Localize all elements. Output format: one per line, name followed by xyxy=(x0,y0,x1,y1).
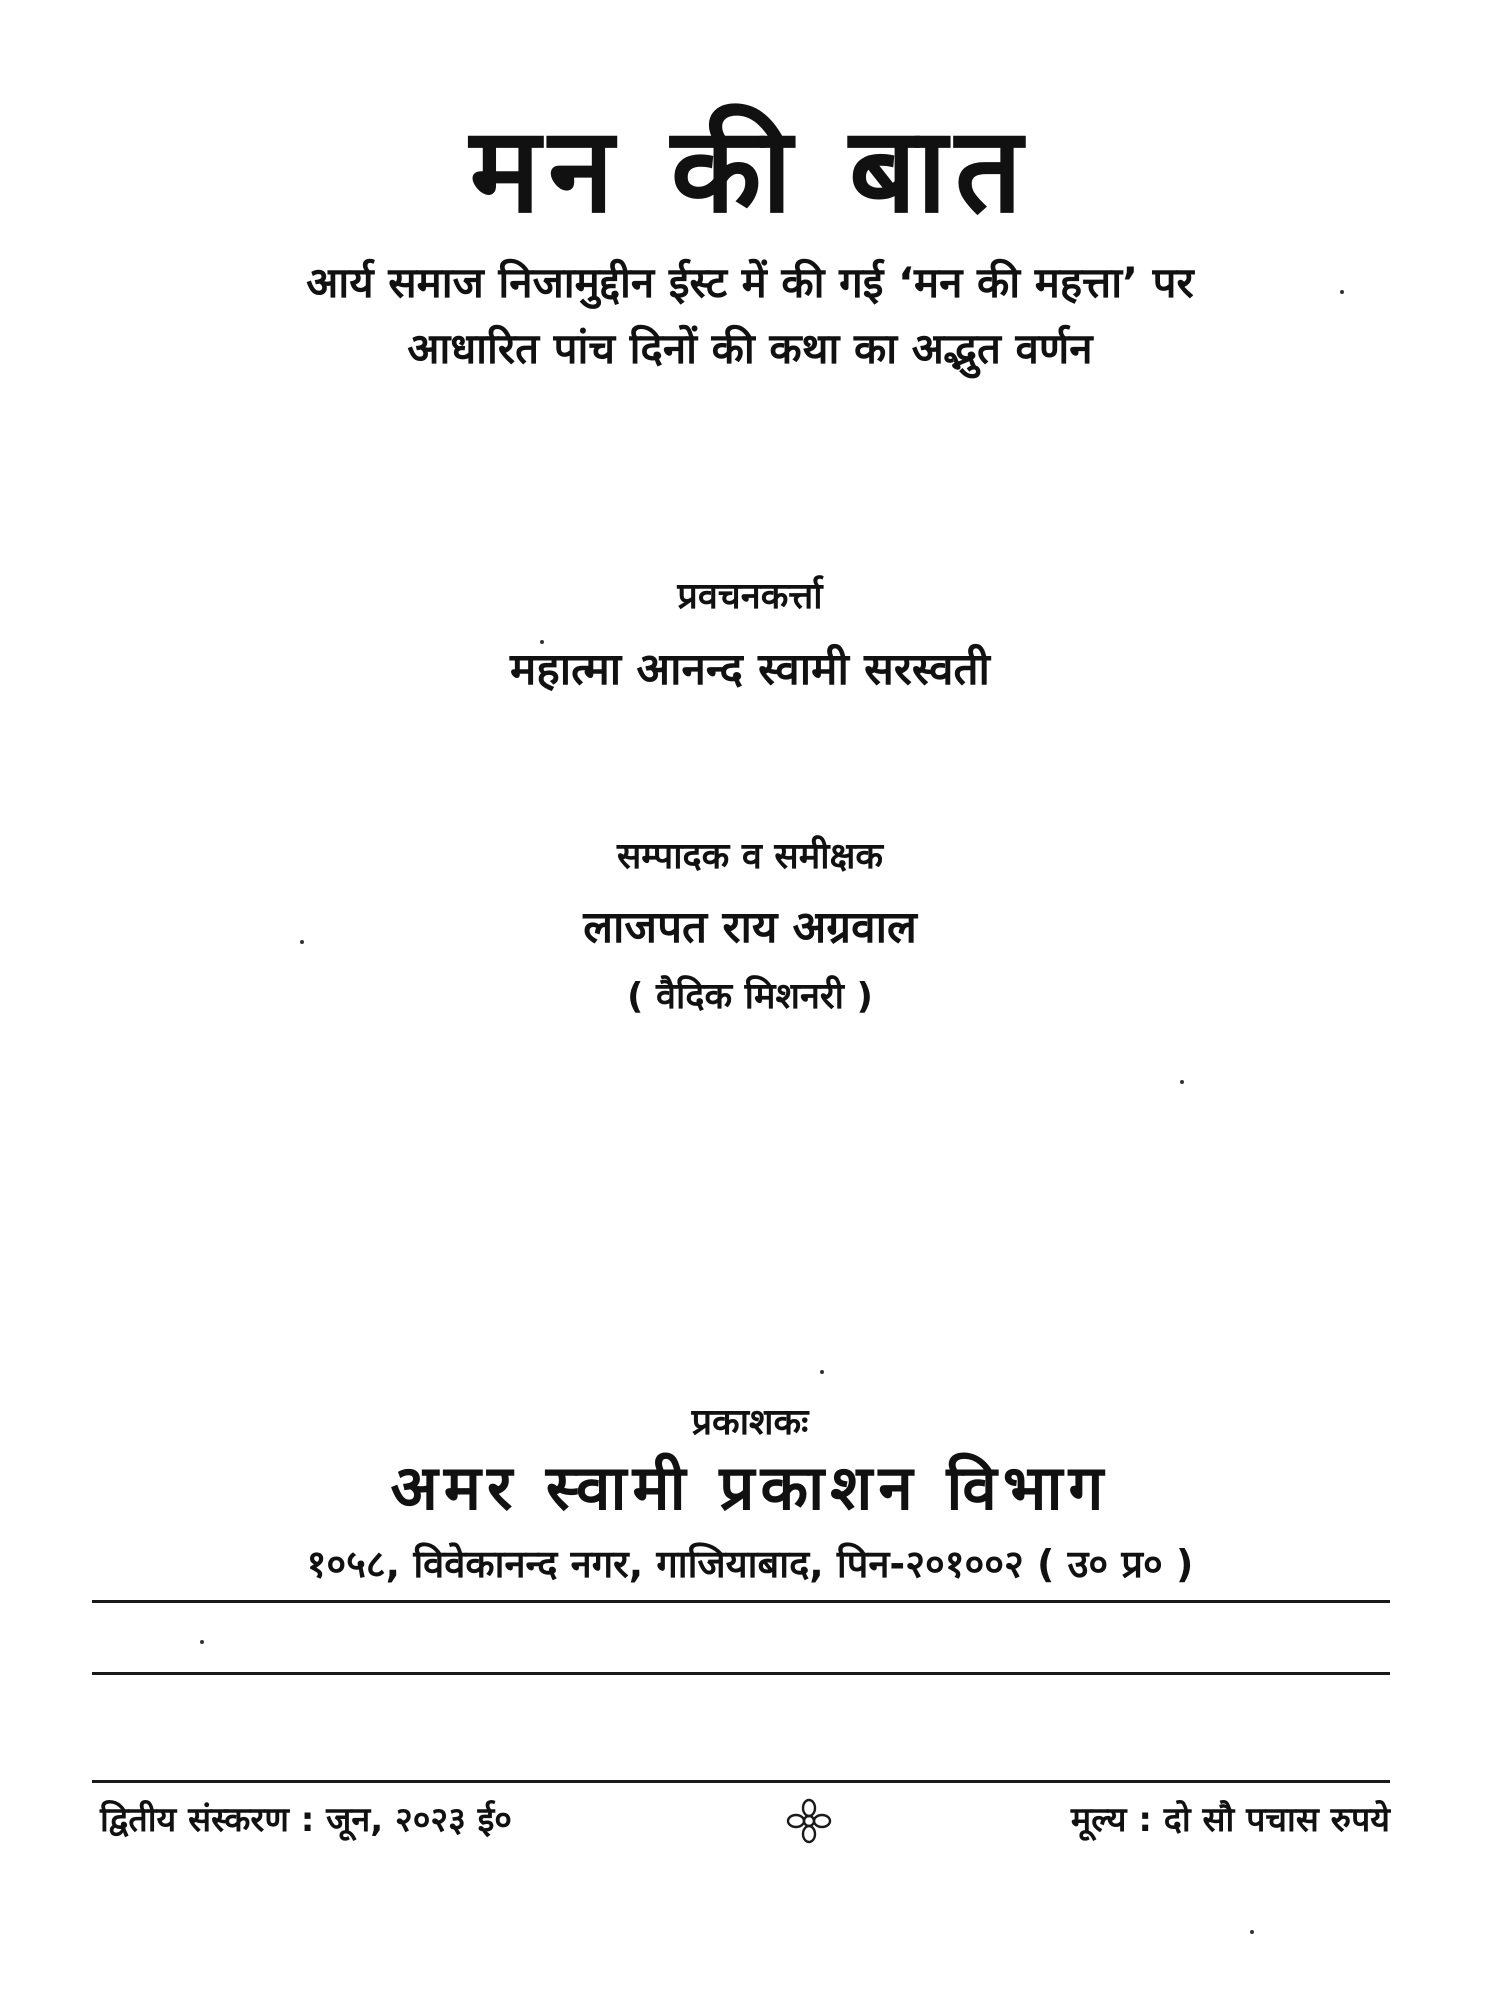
editor-role: ( वैदिक मिशनरी ) xyxy=(627,976,873,1017)
publisher-label: प्रकाशकः xyxy=(691,1402,809,1443)
footer-bar xyxy=(100,1790,1390,1850)
scan-speck xyxy=(1340,290,1344,294)
scan-speck xyxy=(820,1370,824,1374)
speaker-name: महात्मा आनन्द स्वामी सरस्वती xyxy=(510,644,990,695)
scan-speck xyxy=(540,640,544,644)
edition-info: द्वितीय संस्करण : जून, २०२३ ई० xyxy=(100,1800,512,1840)
divider-rule-3 xyxy=(92,1780,1390,1783)
subtitle-line-2: आधारित पांच दिनों की कथा का अद्भुत वर्णन xyxy=(407,324,1093,373)
speaker-label: प्रवचनकर्त्ता xyxy=(677,576,823,617)
publisher-address: १०५८, विवेकानन्द नगर, गाजियाबाद, पिन-२०१००२ ( उ० प्र० ) xyxy=(306,1542,1194,1586)
divider-rule-2 xyxy=(92,1672,1390,1675)
flower-ornament-icon xyxy=(786,1798,832,1844)
scan-speck xyxy=(300,940,304,944)
price-info: मूल्य : दो सौ पचास रुपये xyxy=(1070,1800,1390,1840)
publisher-name: अमर स्वामी प्रकाशन विभाग xyxy=(390,1451,1110,1524)
scan-speck xyxy=(200,1640,204,1644)
book-subtitle xyxy=(0,250,1500,382)
divider-rule-1 xyxy=(92,1600,1390,1603)
editor-name: लाजपत राय अग्रवाल xyxy=(583,902,917,953)
scan-speck xyxy=(1180,1080,1184,1084)
scan-speck xyxy=(1250,1930,1254,1934)
editor-label: सम्पादक व समीक्षक xyxy=(616,836,884,877)
book-title: मन की बात xyxy=(469,101,1031,239)
subtitle-line-1: आर्य समाज निजामुद्दीन ईस्ट में की गई ‘मन की महत्ता’ पर xyxy=(306,258,1194,307)
